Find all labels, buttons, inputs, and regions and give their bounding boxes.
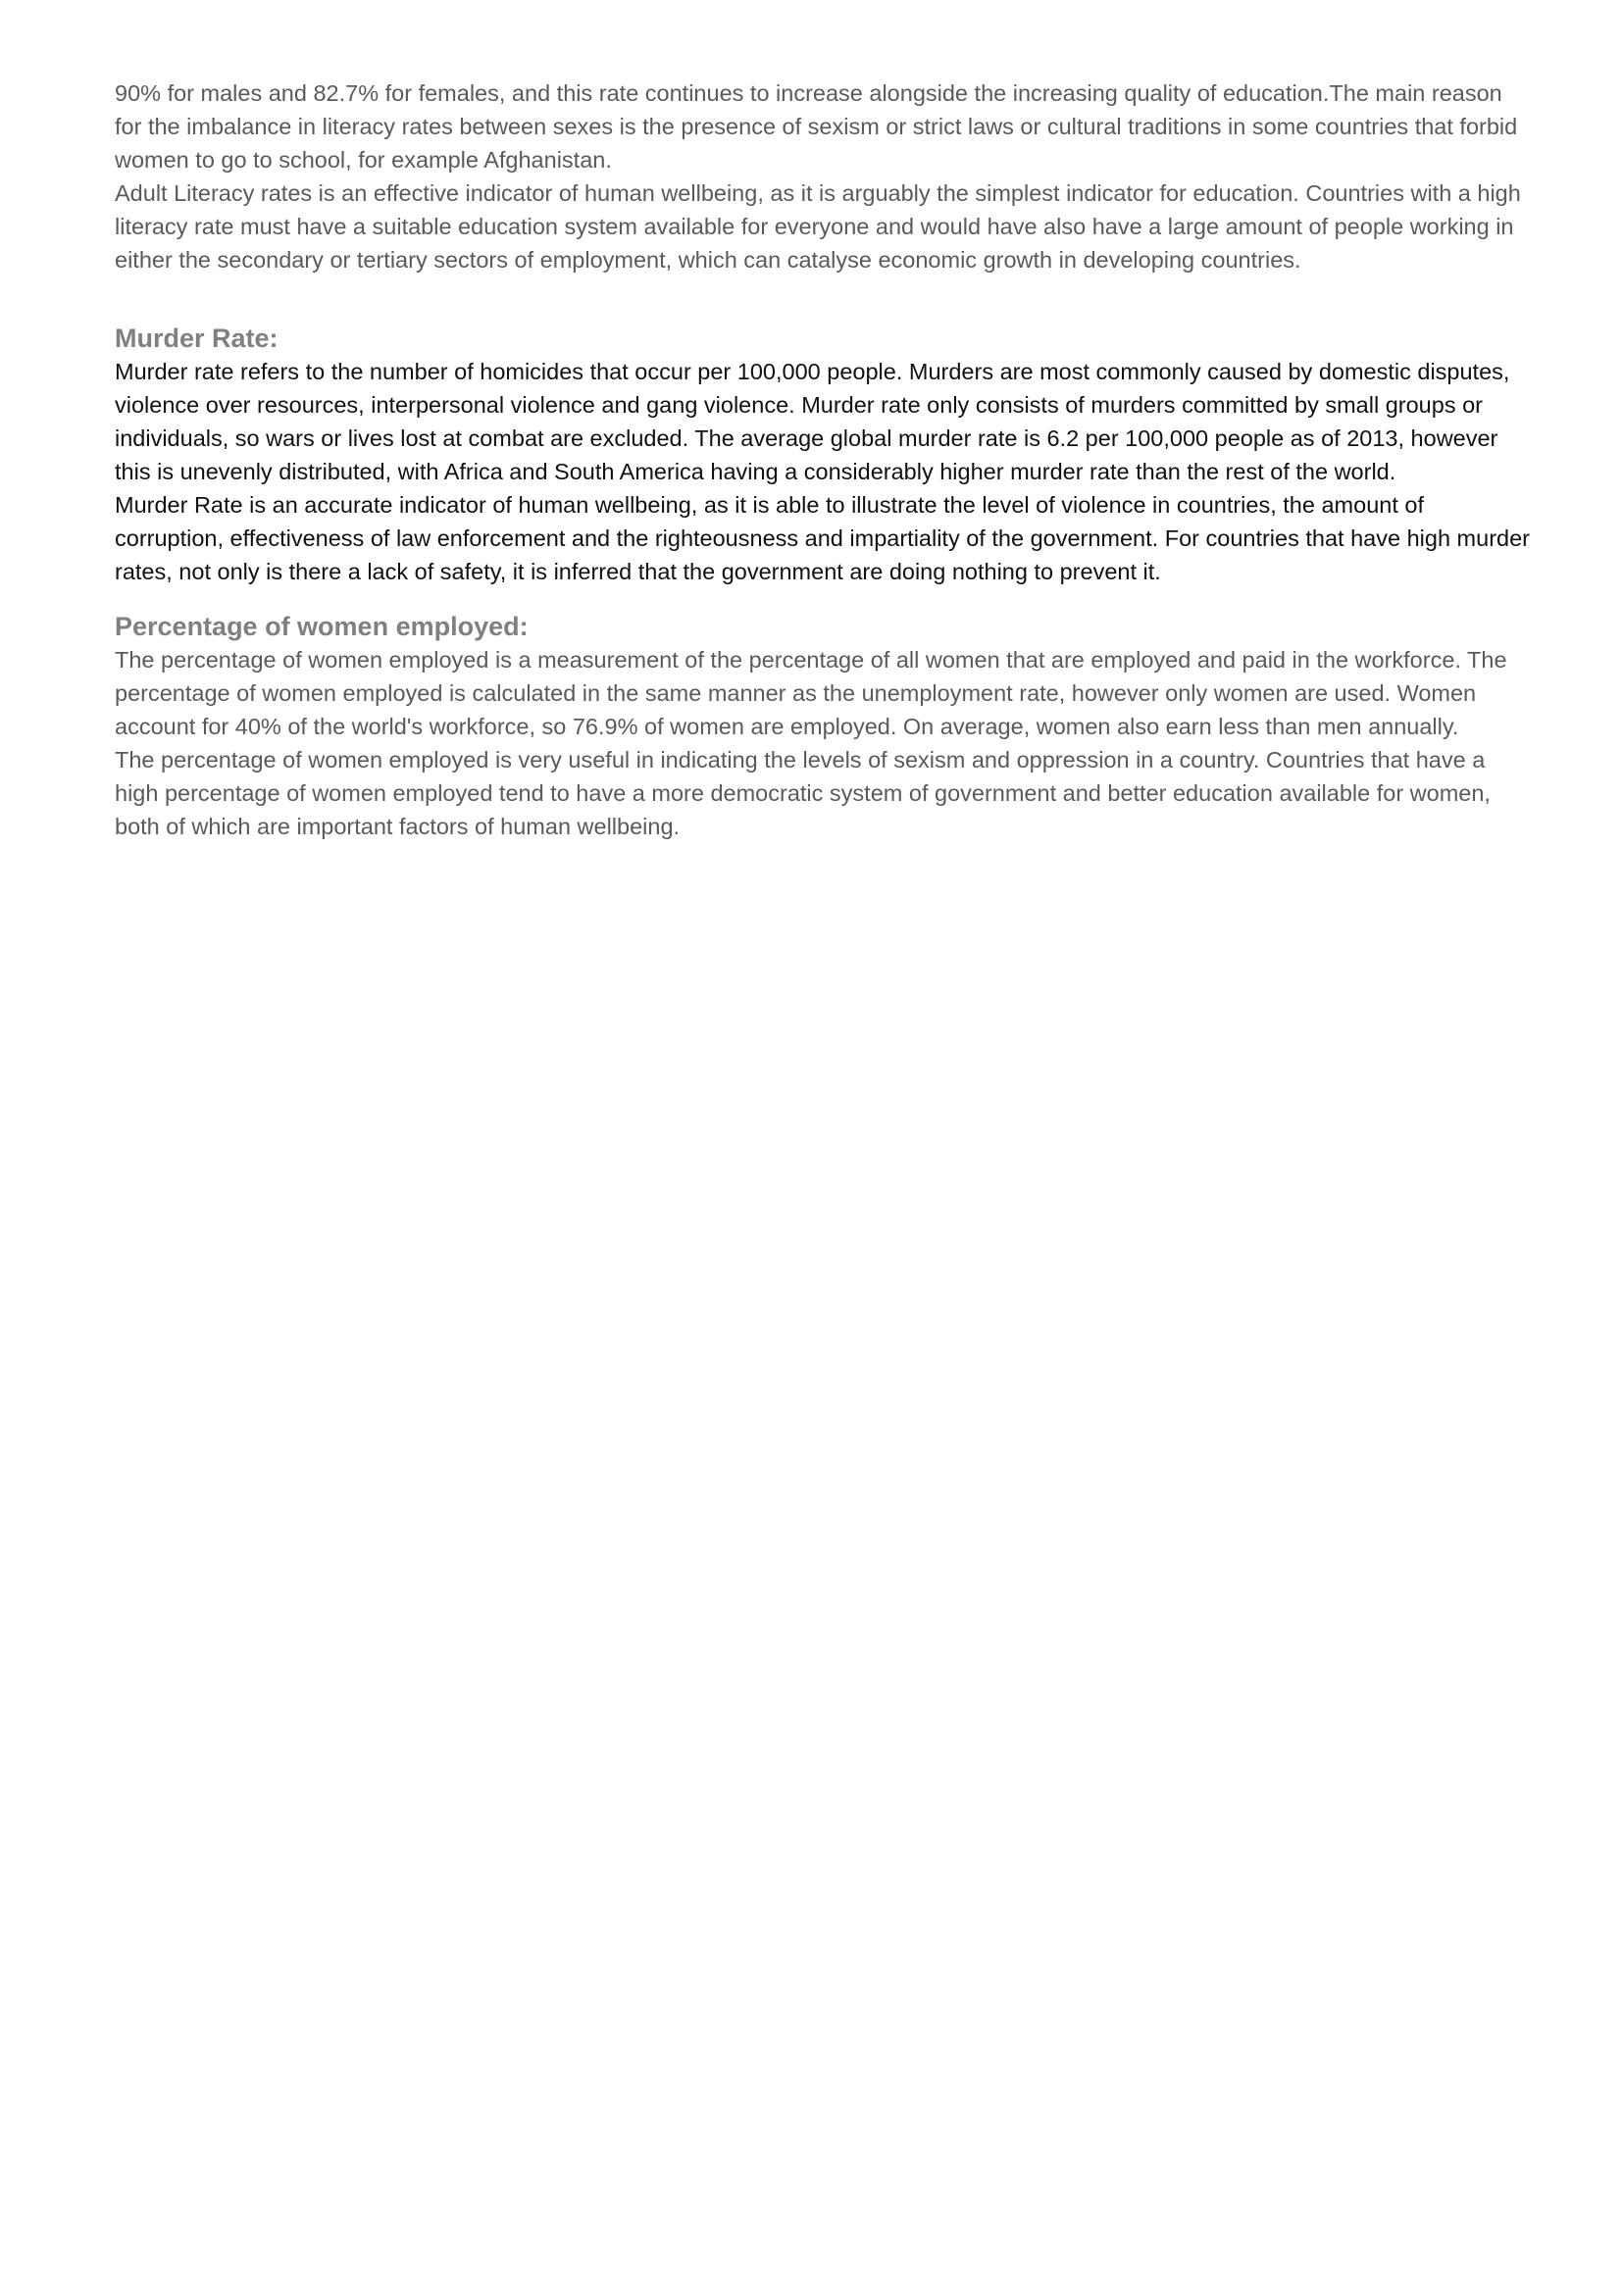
literacy-indicator-paragraph: Adult Literacy rates is an effective indicator of human wellbeing, as it is arguably the simplest indicator for education. Countries with a high literacy rate must have a suitable education system available for everyone and would have also have a large amount of people working in either the secondary or tertiary sectors of employment, which can catalyse economic growth in developing countries. xyxy=(115,180,1528,273)
murder-rate-definition-paragraph: Murder rate refers to the number of homicides that occur per 100,000 people. Murders are most commonly caused by domestic disputes, violence over resources, interpersonal violence and gang violence. Murder rate only consists of murders committed by small groups or individuals, so wars or lives lost at combat are excluded. The average global murder rate is 6.2 per 100,000 people as of 2013, however this is unevenly distributed, with Africa and South America having a considerably higher murder rate than the rest of the world. xyxy=(115,359,1516,484)
murder-rate-indicator-paragraph: Murder Rate is an accurate indicator of human wellbeing, as it is able to illustrate the level of violence in countries, the amount of corruption, effectiveness of law enforcement and the righteousness and impartiality of the government. For countries that have high murder rates, not only is there a lack of safety, it is inferred that the government are doing nothing to prevent it. xyxy=(115,492,1537,584)
section-spacer xyxy=(115,588,1532,610)
literacy-continuation-paragraph: 90% for males and 82.7% for females, and this rate continues to increase alongside the increasing quality of education.The main reason for the imbalance in literacy rates between sexes is the presence of sexism or strict laws or cultural traditions in some countries that forbid women to go to school, for example Afghanistan. xyxy=(115,80,1524,173)
women-employed-definition-paragraph: The percentage of women employed is a measurement of the percentage of all women that are employed and paid in the workforce. The percentage of women employed is calculated in the same manner as the unemployment rate, however only women are used. Women account for 40% of the world's workforce, so 76.9% of women are employed. On average, women also earn less than men annually. xyxy=(115,647,1514,739)
murder-rate-heading: Murder Rate: xyxy=(115,324,279,353)
document-page xyxy=(115,76,1537,843)
women-employed-heading: Percentage of women employed: xyxy=(115,612,529,641)
section-spacer xyxy=(115,276,1532,322)
women-employed-indicator-paragraph: The percentage of women employed is very useful in indicating the levels of sexism and oppression in a country. Countries that have a high percentage of women employed tend to have a more democratic system of government and better education available for women, both of which are important factors of human wellbeing. xyxy=(115,747,1497,839)
